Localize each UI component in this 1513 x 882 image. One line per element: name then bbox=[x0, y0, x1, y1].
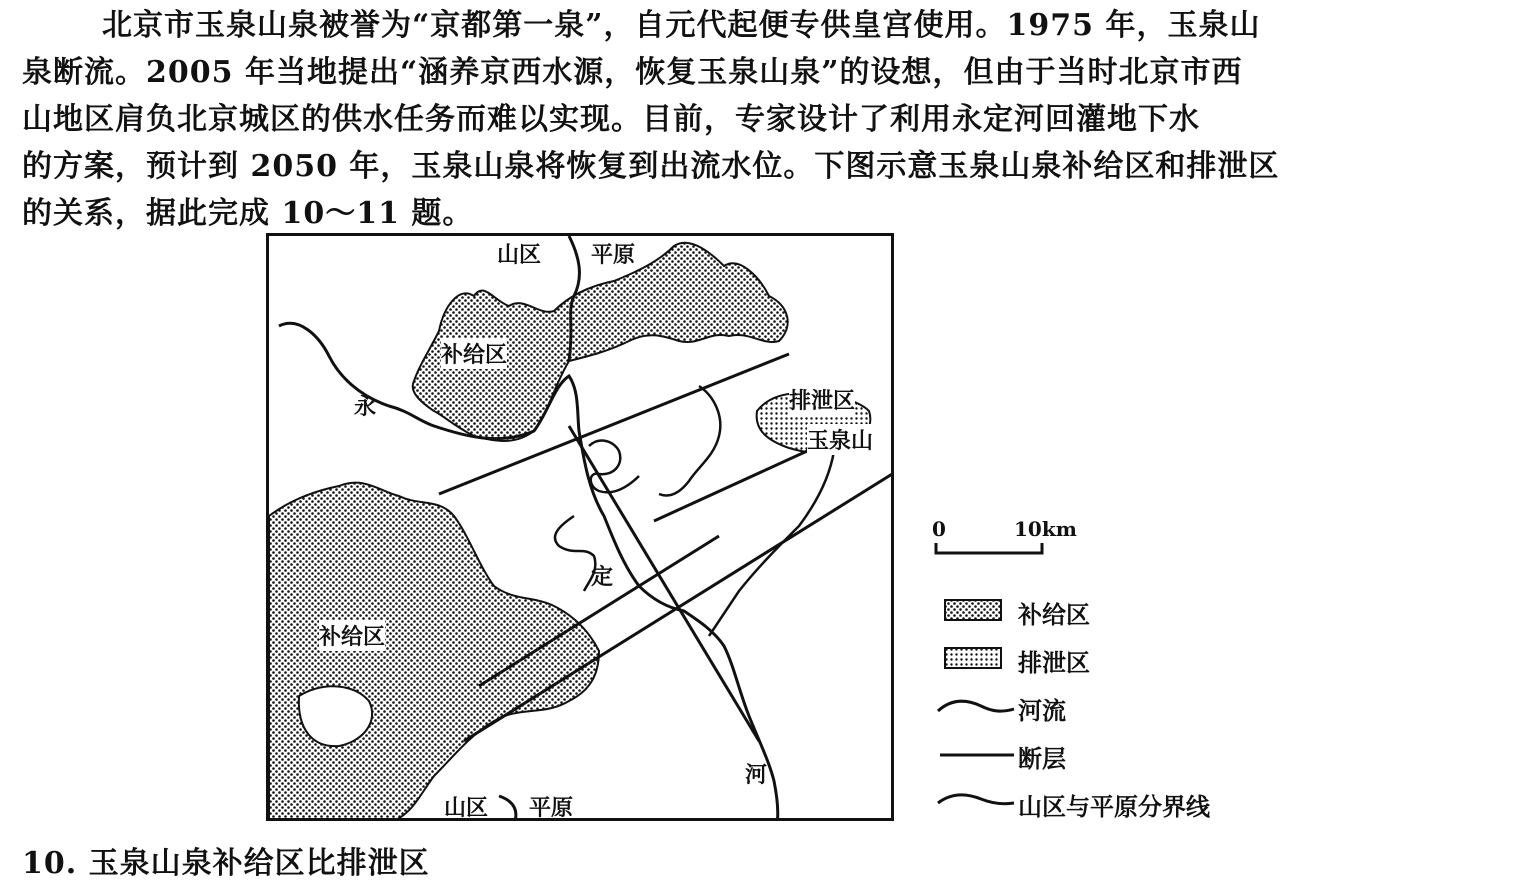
label-river-he: 河 bbox=[745, 762, 768, 788]
legend-label: 补给区 bbox=[1018, 600, 1090, 629]
label-recharge-north: 补给区 bbox=[441, 338, 507, 369]
recharge-area-south bbox=[269, 483, 599, 821]
boundary-line-bottom bbox=[499, 796, 516, 821]
river-branch bbox=[709, 451, 834, 636]
river-branch bbox=[555, 516, 595, 591]
legend-label: 排泄区 bbox=[1018, 648, 1090, 677]
passage-line: 的方案，预计到 2050 年，玉泉山泉将恢复到出流水位。下图示意玉泉山泉补给区和排泄区 bbox=[22, 149, 1280, 184]
legend-label: 断层 bbox=[1018, 744, 1066, 773]
map-figure bbox=[266, 233, 894, 821]
label-plain-bottom: 平原 bbox=[529, 795, 574, 821]
fault-line bbox=[654, 441, 829, 521]
label-river-yong: 永 bbox=[354, 394, 377, 420]
fault-line-icon bbox=[936, 739, 1016, 769]
label-plain-top: 平原 bbox=[591, 242, 636, 268]
label-discharge: 排泄区 bbox=[789, 384, 855, 415]
map-drawing bbox=[269, 236, 894, 821]
passage-line: 的关系，据此完成 10～11 题。 bbox=[22, 196, 474, 231]
passage-line: 山地区肩负北京城区的供水任务而难以实现。目前，专家设计了利用永定河回灌地下水 bbox=[22, 102, 1200, 137]
recharge-pattern-icon bbox=[944, 599, 1004, 623]
scale-zero: 0 bbox=[932, 517, 946, 541]
map-legend bbox=[930, 515, 1290, 835]
question-passage bbox=[22, 2, 1497, 237]
boundary-line-icon bbox=[936, 787, 1016, 817]
passage-line: 北京市玉泉山泉被誉为“京都第一泉”，自元代起便专供皇宫使用。1975 年，玉泉山 bbox=[102, 8, 1261, 43]
passage-line: 泉断流。2005 年当地提出“涵养京西水源，恢复玉泉山泉”的设想，但由于当时北京市西 bbox=[22, 55, 1243, 90]
scale-distance: 10km bbox=[1014, 517, 1077, 541]
river-line-icon bbox=[936, 691, 1016, 721]
legend-label: 山区与平原分界线 bbox=[1018, 792, 1210, 821]
label-mountain-bottom: 山区 bbox=[444, 795, 489, 821]
question-10: 10. 玉泉山泉补给区比排泄区 bbox=[22, 846, 430, 881]
discharge-pattern-icon bbox=[944, 647, 1004, 671]
label-yuquan: 玉泉山 bbox=[807, 424, 873, 455]
label-mountain-top: 山区 bbox=[497, 242, 542, 268]
label-recharge-south: 补给区 bbox=[319, 620, 385, 651]
legend-label: 河流 bbox=[1018, 696, 1066, 725]
river-branch bbox=[589, 441, 639, 493]
label-river-ding: 定 bbox=[591, 564, 614, 590]
